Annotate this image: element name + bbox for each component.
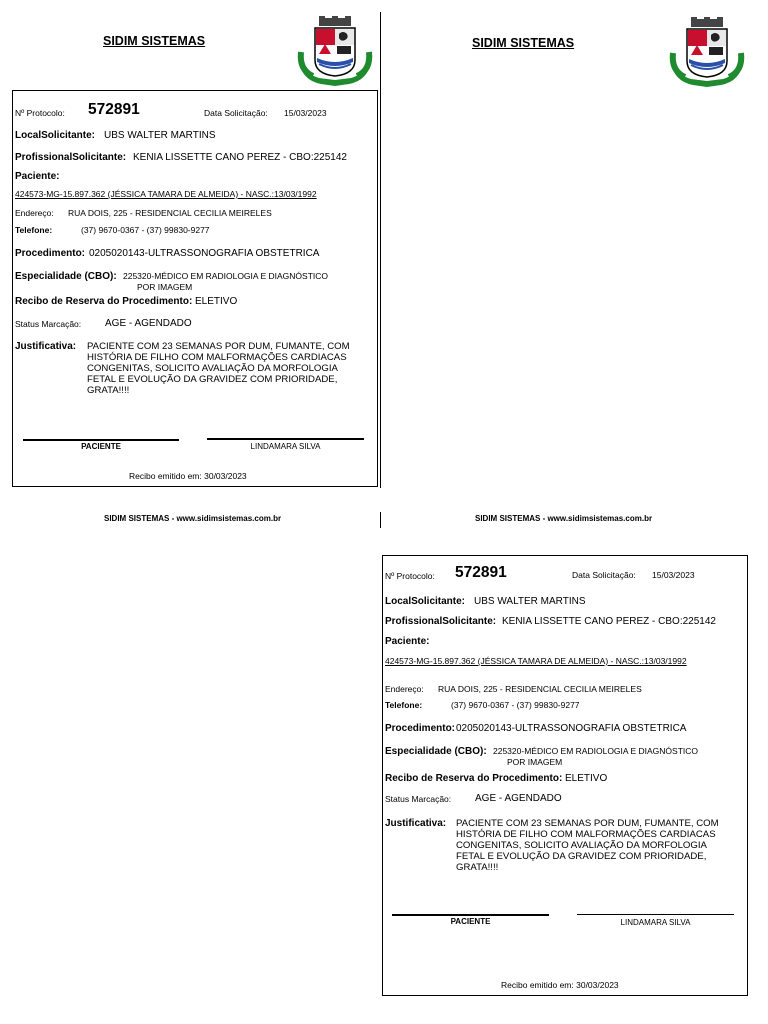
- signature-line-atendente: [577, 914, 734, 915]
- procedimento-label: Procedimento:: [15, 248, 86, 259]
- procedimento-value: 0205020143-ULTRASSONOGRAFIA OBSTETRICA: [89, 248, 320, 259]
- local-solicitante-label: LocalSolicitante:: [385, 596, 466, 607]
- profissional-label: ProfissionalSolicitante:: [15, 152, 127, 163]
- coat-of-arms-icon: [667, 15, 747, 91]
- especialidade-value-line2: POR IMAGEM: [137, 282, 193, 292]
- receipt-card: [12, 90, 378, 487]
- header-title-right: SIDIM SISTEMAS: [472, 36, 575, 50]
- status-value: AGE - AGENDADO: [475, 793, 562, 804]
- procedimento-value: 0205020143-ULTRASSONOGRAFIA OBSTETRICA: [456, 723, 687, 734]
- protocolo-number: 572891: [455, 564, 507, 581]
- protocolo-label: Nº Protocolo:: [15, 108, 65, 118]
- especialidade-label: Especialidade (CBO):: [15, 271, 117, 282]
- footer-left: SIDIM SISTEMAS - www.sidimsistemas.com.br: [104, 514, 282, 523]
- paciente-value-wrap: [15, 189, 373, 200]
- protocolo-number: 572891: [88, 101, 140, 118]
- recibo-emitido: Recibo emitido em: 30/03/2023: [501, 980, 619, 990]
- justificativa-value: PACIENTE COM 23 SEMANAS POR DUM, FUMANTE, COM HISTÓRIA DE FILHO COM MALFORMAÇÕES CARDIACAS CONGENITAS, SOLICITO AVALIAÇÃO DA MORFOLOGIA FETAL E EVOLUÇÃO DA GRAVIDEZ COM PRIORIDADE, GRATA!!!!: [87, 341, 350, 396]
- recibo-reserva-label: Recibo de Reserva do Procedimento:: [385, 773, 563, 784]
- signature-line-paciente: [23, 439, 179, 441]
- status-label: Status Marcação:: [15, 319, 82, 329]
- especialidade-value-line2: POR IMAGEM: [507, 757, 563, 767]
- recibo-emitido: Recibo emitido em: 30/03/2023: [129, 471, 247, 481]
- profissional-label: ProfissionalSolicitante:: [385, 616, 497, 627]
- local-solicitante-value: UBS WALTER MARTINS: [104, 130, 216, 141]
- data-solicitacao-value: 15/03/2023: [284, 108, 327, 118]
- telefone-label: Telefone:: [385, 700, 423, 710]
- data-solicitacao-value: 15/03/2023: [652, 570, 695, 580]
- paciente-label: Paciente:: [385, 636, 430, 647]
- especialidade-value-line1: 225320-MÉDICO EM RADIOLOGIA E DIAGNÓSTICO: [493, 746, 698, 756]
- signature-label-paciente: PACIENTE: [450, 917, 491, 926]
- endereco-value: RUA DOIS, 225 - RESIDENCIAL CECILIA MEIRELES: [438, 684, 642, 694]
- telefone-label: Telefone:: [15, 225, 53, 235]
- especialidade-label: Especialidade (CBO):: [385, 746, 487, 757]
- local-solicitante-label: LocalSolicitante:: [15, 130, 96, 141]
- profissional-value: KENIA LISSETTE CANO PEREZ - CBO:225142: [133, 152, 347, 163]
- status-label: Status Marcação:: [385, 794, 452, 804]
- endereco-value: RUA DOIS, 225 - RESIDENCIAL CECILIA MEIRELES: [68, 208, 272, 218]
- receipt-card: [382, 555, 748, 996]
- signature-line-paciente: [392, 914, 549, 916]
- endereco-label: Endereço:: [385, 684, 424, 694]
- profissional-value: KENIA LISSETTE CANO PEREZ - CBO:225142: [502, 616, 716, 627]
- signature-line-atendente: [207, 438, 364, 440]
- data-solicitacao-label: Data Solicitação:: [204, 108, 268, 118]
- paciente-value: 424573-MG-15.897.362 (JÉSSICA TAMARA DE ALMEIDA) - NASC.:13/03/1992: [15, 189, 317, 199]
- telefone-value: (37) 9670-0367 - (37) 99830-9277: [81, 225, 210, 235]
- footer-right: SIDIM SISTEMAS - www.sidimsistemas.com.br: [475, 514, 653, 523]
- justificativa-label: Justificativa:: [15, 341, 77, 352]
- signature-label-atendente: LINDAMARA SILVA: [620, 918, 691, 927]
- local-solicitante-value: UBS WALTER MARTINS: [474, 596, 586, 607]
- data-solicitacao-label: Data Solicitação:: [572, 570, 636, 580]
- signature-label-paciente: PACIENTE: [81, 442, 121, 451]
- recibo-reserva-value: ELETIVO: [565, 773, 608, 784]
- especialidade-value-line1: 225320-MÉDICO EM RADIOLOGIA E DIAGNÓSTICO: [123, 271, 328, 281]
- telefone-value: (37) 9670-0367 - (37) 99830-9277: [451, 700, 580, 710]
- header-title-left: SIDIM SISTEMAS: [103, 34, 206, 48]
- status-value: AGE - AGENDADO: [105, 318, 192, 329]
- justificativa-label: Justificativa:: [385, 818, 447, 829]
- procedimento-label: Procedimento:: [385, 723, 456, 734]
- recibo-reserva-value: ELETIVO: [195, 296, 238, 307]
- page-divider-top: [380, 12, 381, 488]
- coat-of-arms-icon: [295, 14, 375, 90]
- paciente-value: 424573-MG-15.897.362 (JÉSSICA TAMARA DE ALMEIDA) - NASC.:13/03/1992: [385, 656, 687, 666]
- endereco-label: Endereço:: [15, 208, 54, 218]
- recibo-reserva-label: Recibo de Reserva do Procedimento:: [15, 296, 193, 307]
- paciente-value-wrap: [385, 656, 743, 667]
- signature-label-atendente: LINDAMARA SILVA: [250, 442, 321, 451]
- justificativa-value: PACIENTE COM 23 SEMANAS POR DUM, FUMANTE, COM HISTÓRIA DE FILHO COM MALFORMAÇÕES CARDIACAS CONGENITAS, SOLICITO AVALIAÇÃO DA MORFOLOGIA FETAL E EVOLUÇÃO DA GRAVIDEZ COM PRIORIDADE, GRATA!!!!: [456, 818, 719, 873]
- page-divider-mid: [380, 512, 381, 528]
- paciente-label: Paciente:: [15, 171, 60, 182]
- protocolo-label: Nº Protocolo:: [385, 571, 435, 581]
